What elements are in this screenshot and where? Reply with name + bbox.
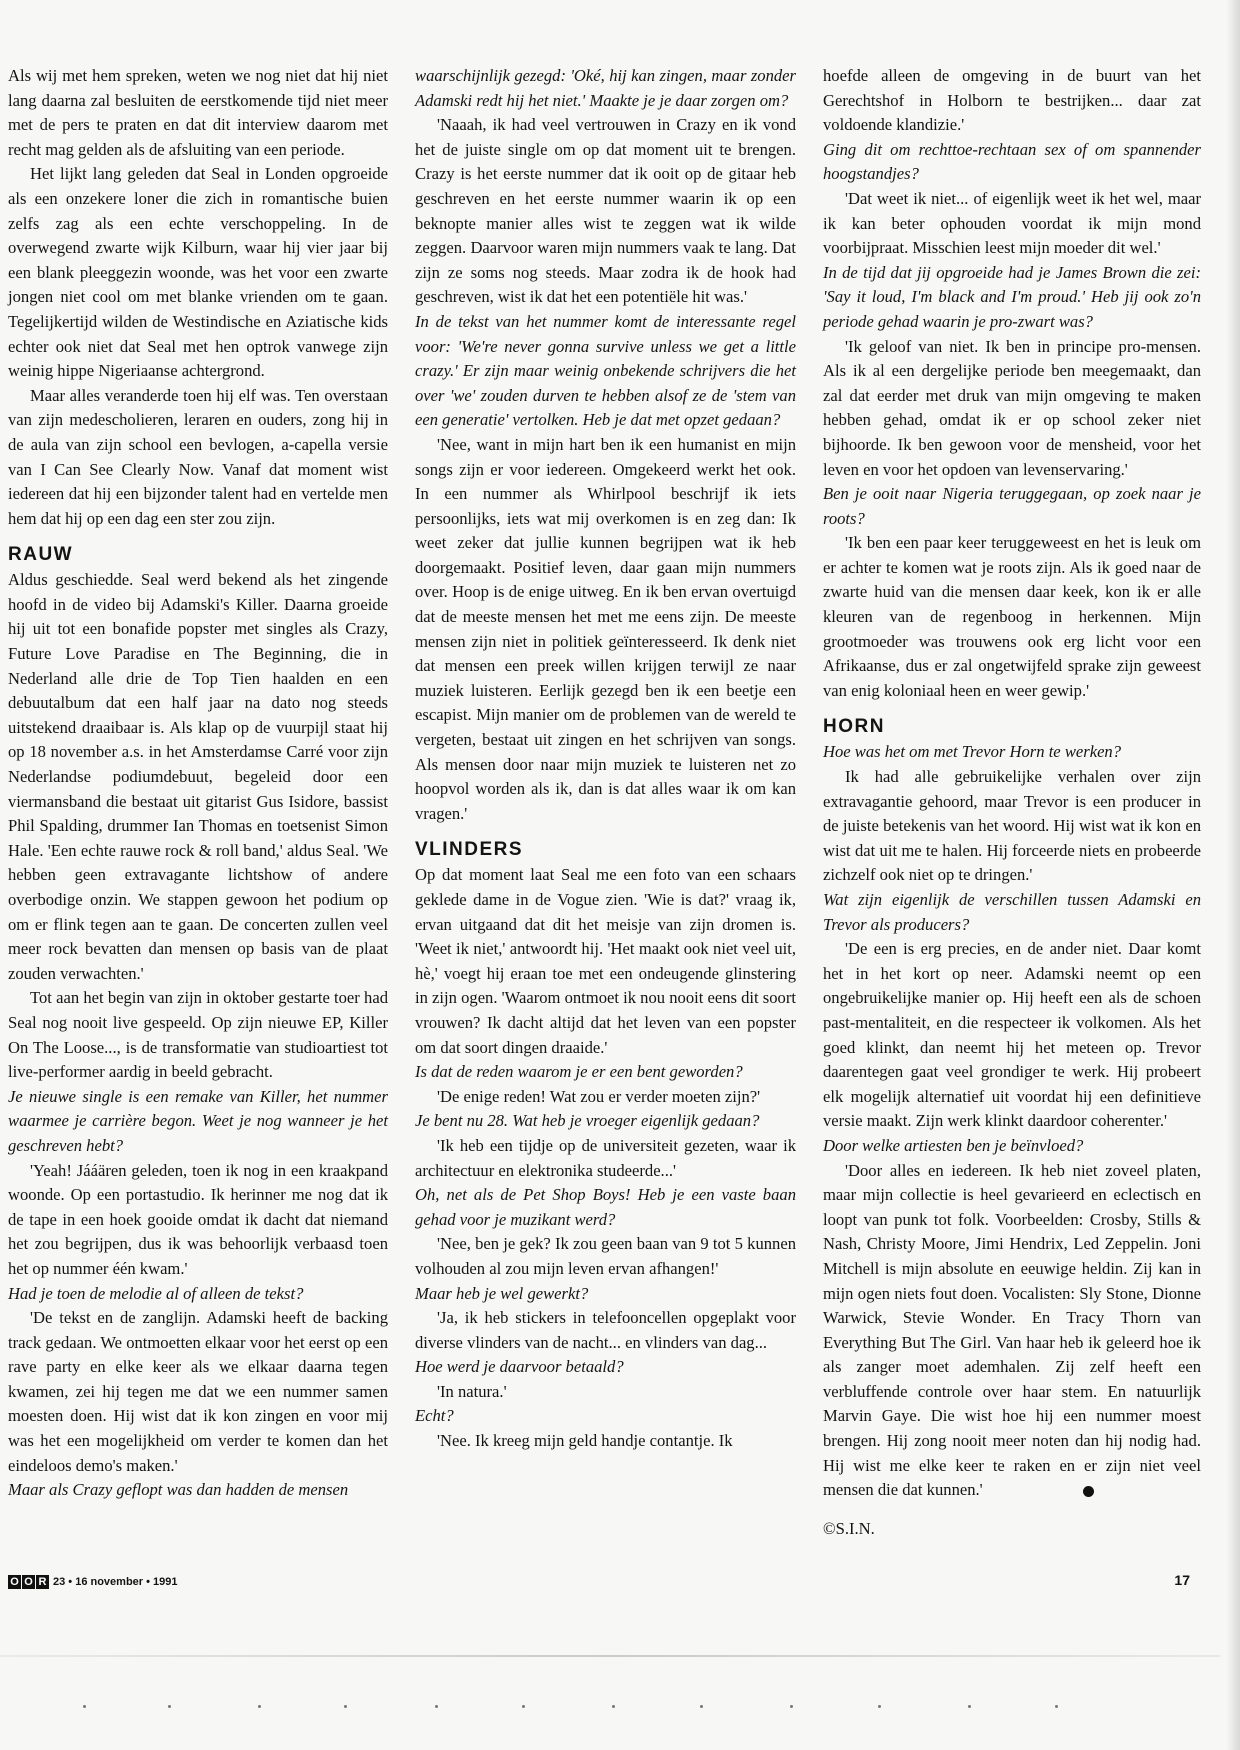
issue-info: 23 • 16 november • 1991: [53, 1576, 178, 1588]
interview-question: Is dat de reden waarom je er een bent geworden?: [415, 1062, 743, 1082]
body-paragraph: 'Nee, ben je gek? Ik zou geen baan van 9 tot 5 kunnen volhouden al zou mijn leven ervan afhangen!': [415, 1234, 796, 1278]
interview-question: In de tekst van het nummer komt de interessante regel voor: 'We're never gonna survive unless we get a little crazy.' Er zijn maar weinig onbekende schrijvers die het over 'we' zouden durven te hebben alsof ze de 'stem van een generatie' vertolken. Heb je dat met opzet gedaan?: [415, 311, 796, 430]
byline-credit: ©S.I.N.: [823, 1518, 875, 1538]
page-edge-shadow: [1226, 0, 1240, 1750]
scan-specks: [0, 1705, 1240, 1711]
interview-question: Door welke artiesten ben je beïnvloed?: [823, 1135, 1084, 1155]
section-heading: RAUW: [8, 544, 74, 566]
article-end-mark: [1083, 1486, 1094, 1497]
body-paragraph: Als wij met hem spreken, weten we nog niet dat hij niet lang daarna zal besluiten de eerstkomende tijd niet meer met de pers te praten en dat dit interview daarom met recht mag gelden als de afsluiting van een periode.: [8, 66, 388, 159]
body-paragraph: Het lijkt lang geleden dat Seal in Londen opgroeide als een onzekere loner die zich in romantische buien zelfs zag als een echte verschoppeling. In de overwegend zwarte wijk Kilburn, waar hij vier jaar bij een blank pleeggezin woonde, was het voor een zwarte jongen niet cool om met blanke vrienden om te gaan. Tegelijkertijd wilden de Westindische en Aziatische kids echter ook niet dat Seal met hen optrok vanwege zijn weinig hippe Nigeriaanse achtergrond.: [8, 164, 388, 381]
interview-question: Maar heb je wel gewerkt?: [415, 1283, 589, 1303]
interview-question: Je nieuwe single is een remake van Killer, het nummer waarmee je carrière begon. Weet je nog wanneer je het geschreven hebt?: [8, 1086, 388, 1155]
body-paragraph: 'De een is erg precies, en de ander niet. Daar komt het in het kort op neer. Adamski neemt op een ongebruikelijke manier op. Hij heeft een als de schoen past-mentaliteit, en die respecteer ik volkomen. Als het goed klinkt, dan neemt hij het meteen op. Trevor daarentegen gaat veel grondiger te werk. Hij probeert elk mogelijk alternatief uit voordat hij een definitieve versie maakt. Zijn werk klinkt daardoor coherenter.': [823, 939, 1201, 1131]
interview-question: Hoe was het om met Trevor Horn te werken?: [823, 742, 1122, 762]
interview-question: Wat zijn eigenlijk de verschillen tussen Adamski en Trevor als producers?: [823, 890, 1201, 934]
section-heading: HORN: [823, 716, 885, 738]
interview-question: Had je toen de melodie al of alleen de tekst?: [8, 1283, 304, 1303]
body-paragraph: [823, 1159, 1201, 1503]
body-paragraph: Maar alles veranderde toen hij elf was. Ten overstaan van zijn medescholieren, leraren en ouders, zong hij in de aula van zijn school een bevlogen, a-capella versie van I Can See Clearly Now. Vanaf dat moment wist iedereen dat hij een bijzonder talent had en vertelde men hem dat hij op een dag een ster zou zijn.: [8, 385, 388, 528]
body-paragraph: 'Nee, want in mijn hart ben ik een humanist en mijn songs zijn er voor iedereen. Omgekeerd werkt het ook. In een nummer als Whirlpool beschrijf ik iets persoonlijks, iets wat mij overkomen is en zeg dan: Ik weet zeker dat jullie kunnen begrijpen wat ik heb doorgemaakt. Positief leven, daar gaan mijn nummers over. Hoop is de enige uitweg. En ik ben ervan overtuigd dat de meeste mensen het met me eens zijn. De meeste mensen zijn niet in politiek geïnteresseerd. Ik denk niet dat mensen een preek willen krijgen terwijl ze naar muziek luisteren. Eerlijk gezegd ben ik een beetje een escapist. Mijn manier om de problemen van de wereld te vergeten, bestaat uit zingen en het schrijven van songs. Als mensen door naar mijn muziek te luisteren net zo hoopvol worden als ik, dan is dat alles waar ik om kan vragen.': [415, 434, 796, 823]
logo-letter: R: [36, 1575, 49, 1589]
body-paragraph: 'Nee. Ik kreeg mijn geld handje contantje. Ik: [437, 1431, 733, 1451]
interview-question: Je bent nu 28. Wat heb je vroeger eigenlijk gedaan?: [415, 1111, 760, 1131]
page-footer: [8, 1572, 1202, 1597]
body-paragraph: 'De tekst en de zanglijn. Adamski heeft de backing track gedaan. We ontmoetten elkaar voor het eerst op een rave party en elke keer als we elkaar daarna tegen kwamen, zei hij tegen me dat we een nummer samen moesten doen. Hij wist dat ik kon zingen en voor mij was het een mogelijkheid om verder te komen dan het eindeloos demo's maken.': [8, 1308, 388, 1475]
page-number: 17: [1174, 1572, 1190, 1588]
logo-letter: O: [22, 1575, 35, 1589]
interview-question: In de tijd dat jij opgroeide had je James Brown die zei: 'Say it loud, I'm black and I'm proud.' Heb jij ook zo'n periode gehad waarin je pro-zwart was?: [823, 262, 1201, 331]
body-paragraph: Tot aan het begin van zijn in oktober gestarte toer had Seal nog nooit live gespeeld. Op zijn nieuwe EP, Killer On The Loose..., is de transformatie van studioartiest tot live-performer aardig in beeld gebracht.: [8, 988, 388, 1082]
body-paragraph: 'Ik ben een paar keer teruggeweest en het is leuk om er achter te komen wat je roots zijn. Als ik goed naar de zwarte huid van die mensen daar keek, kon ik er alle kleuren van de regenboog in herkennen. Mijn grootmoeder was trouwens ook erg licht voor een Afrikaanse, dus er zal ongetwijfeld sprake zijn geweest van enig koloniaal heen en weer gewip.': [823, 533, 1201, 700]
body-paragraph: 'Ik geloof van niet. Ik ben in principe pro-mensen. Als ik al een dergelijke periode ben meegemaakt, dan zal dat eerder met druk van mijn omgeving te maken hebben gehad, omdat ik er op school zeker niet bijhoorde. Ik ben gewoon voor de mensheid, voor het leven en voor het opdoen van levenservaring.': [823, 336, 1201, 479]
section-heading: VLINDERS: [415, 839, 524, 861]
body-paragraph: Op dat moment laat Seal me een foto van een schaars geklede dame in de Vogue zien. 'Wie is dat?' vraag ik, ervan uitgaand dat dit het meisje van zijn dromen is. 'Weet ik niet,' antwoordt hij. 'Het maakt ook niet veel uit, hè,' voegt hij eraan toe met een ondeugende glinstering in zijn ogen. 'Waarom ontmoet ik nou nooit eens dit soort vrouwen? Ik dacht altijd dat het leven van een popster om dat soort dingen draaide.': [415, 865, 796, 1057]
interview-question: Echt?: [415, 1406, 454, 1426]
logo-letter: O: [8, 1575, 21, 1589]
body-paragraph-text: 'Door alles en iedereen. Ik heb niet zoveel platen, maar mijn collectie is heel gevarieerd en eclectisch en loopt van punk tot folk. Voorbeelden: Crosby, Stills & Nash, Christy Moore, Jimi Hendrix, Led Zeppelin. Joni Mitchell is mijn absolute en eeuwige heldin. Zij kan in mijn ogen niets fout doen. Vocalisten: Sly Stone, Dionne Warwick, Stevie Wonder. En Tracy Thorn van Everything But The Girl. Van haar heb ik geleerd hoe ik als zanger moet ademhalen. Zij zelf heeft een verbluffende controle over haar stem. En natuurlijk Marvin Gaye. Die wist hoe hij een nummer moest brengen. Hij zong nooit meer noten dan hij nodig had. Hij wist me elke keer te raken en er zijn niet veel mensen die dat kunnen.': [823, 1160, 1201, 1500]
body-paragraph: 'Ik heb een tijdje op de universiteit gezeten, waar ik architectuur en elektronika studeerde...': [415, 1135, 796, 1180]
interview-question: Hoe werd je daarvoor betaald?: [415, 1357, 624, 1377]
article-column-3: [823, 64, 1201, 1541]
body-paragraph: 'De enige reden! Wat zou er verder moeten zijn?': [437, 1086, 761, 1106]
body-paragraph: hoefde alleen de omgeving in de buurt van het Gerechtshof in Holborn te bestrijken... daar zat voldoende klandizie.': [823, 66, 1201, 135]
interview-question: Oh, net als de Pet Shop Boys! Heb je een vaste baan gehad voor je muzikant werd?: [415, 1185, 796, 1229]
body-paragraph: Ik had alle gebruikelijke verhalen over zijn extravagantie gehoord, maar Trevor is een producer in de juiste betekenis van het woord. Hij wist wat ik kon en wist dat uit me te halen. Hij forceerde niets en probeerde zichzelf ook niet op te dringen.': [823, 767, 1201, 885]
interview-question: Ging dit om rechttoe-rechtaan sex of om spannender hoogstandjes?: [823, 139, 1201, 184]
body-paragraph: 'Yeah! Jááären geleden, toen ik nog in een kraakpand woonde. Op een portastudio. Ik herinner me nog dat ik de tape in een hoek gooide omdat ik dacht dat niemand het zou begrijpen, dus ik was behoorlijk verbaasd toen het op nummer één kwam.': [8, 1160, 388, 1278]
body-paragraph: 'Dat weet ik niet... of eigenlijk weet ik het wel, maar ik kan beter ophouden voordat ik mijn mond voorbijpraat. Misschien leest mijn moeder dit wel.': [823, 188, 1201, 258]
article-column-2: [415, 64, 796, 1454]
scan-artifact-line: [0, 1655, 1220, 1657]
interview-question: Maar als Crazy geflopt was dan hadden de mensen: [8, 1480, 349, 1500]
interview-question: Ben je ooit naar Nigeria teruggegaan, op zoek naar je roots?: [823, 484, 1201, 528]
body-paragraph: Aldus geschiedde. Seal werd bekend als het zingende hoofd in de video bij Adamski's Killer. Daarna groeide hij uit tot een bonafide popster met singles als Crazy, Future Love Paradise en The Beginning, die in Nederland alle drie de Top Tien haalden en een debuutalbum dat een half jaar na dato nog steeds uitstekend draaibaar is. Als klap op de vuurpijl staat hij op 18 november a.s. in het Amsterdamse Carré voor zijn Nederlandse podiumdebuut, begeleid door een viermansband die bestaat uit gitarist Gus Isidore, bassist Phil Spalding, drummer Ian Thomas en toetsenist Simon Hale. 'Een echte rauwe rock & roll band,' aldus Seal. 'We hebben geen extravagante lichtshow of andere overbodige onzin. We stappen gewoon het podium op om er flink tegen aan te gaan. De concerten zullen veel meer rock bevatten dan mensen op basis van de plaat zouden verwachten.': [8, 570, 388, 983]
body-paragraph: 'Naaah, ik had veel vertrouwen in Crazy en ik vond het de juiste single om op dat moment uit te brengen. Crazy is het eerste nummer dat ik ooit op de gitaar heb geschreven en het eerste nummer waarin ik op een beknopte manier alles wist te zeggen wat ik wilde zeggen. Daarvoor waren mijn nummers vaak te lang. Dat zijn ze soms nog steeds. Maar zodra ik de hook had geschreven, wist ik dat het een potentiële hit was.': [415, 115, 796, 307]
magazine-logo: [8, 1575, 49, 1589]
interview-question: waarschijnlijk gezegd: 'Oké, hij kan zingen, maar zonder Adamski redt hij het niet.' Maakte je je daar zorgen om?: [415, 66, 796, 110]
body-paragraph: 'Ja, ik heb stickers in telefooncellen opgeplakt voor diverse vlinders van de nacht... en vlinders van dag...: [415, 1308, 796, 1352]
body-paragraph: 'In natura.': [437, 1381, 507, 1401]
article-column-1: [8, 64, 388, 1503]
